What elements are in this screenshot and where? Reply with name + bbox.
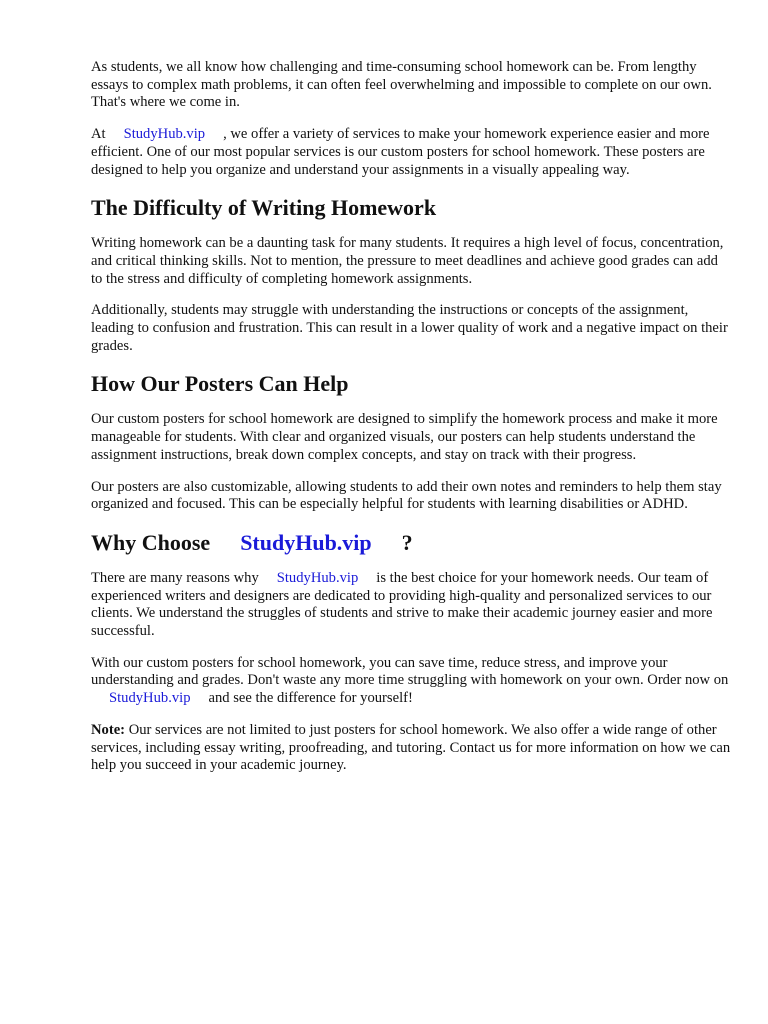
posters-paragraph-2: Our posters are also customizable, allowing students to add their own notes and reminders to help them stay organized and focused. This can be especially helpful for students with learning disabilities or ADHD. — [91, 478, 722, 513]
studyhub-link-intro[interactable]: StudyHub.vip — [123, 126, 206, 143]
studyhub-link-order[interactable]: StudyHub.vip — [109, 690, 191, 707]
why-choose-text: Why Choose — [91, 529, 211, 555]
why-paragraph-2 — [91, 655, 731, 708]
heading-difficulty: The Difficulty of Writing Homework — [91, 195, 437, 221]
note-text: Our services are not limited to just posters for school homework. We also offer a wide range of other services, including essay writing, proofreading, and tutoring. Contact us for more information on how we can help you succeed in your academic journey. — [91, 721, 731, 774]
studyhub-link-reasons[interactable]: StudyHub.vip — [276, 569, 359, 586]
heading-why-choose — [91, 530, 731, 556]
heading-posters-help: How Our Posters Can Help — [91, 371, 349, 397]
difficulty-paragraph-2: Additionally, students may struggle with understanding the instructions or concepts of the assignment, leading to confusion and frustration. This can result in a lower quality of work and a negative impact on their grades. — [91, 302, 728, 354]
why-p1-after: is the best choice for your homework needs. Our team of experienced writers and designers are dedicated to providing high-quality and personalized services to our clients. We understand the struggles of students and strive to make their academic journey easier and more successful. — [91, 569, 713, 640]
why-choose-question: ? — [401, 529, 413, 555]
document-page — [91, 59, 731, 789]
intro-paragraph-1: As students, we all know how challenging and time-consuming school homework can be. From lengthy essays to complex math problems, it can often feel overwhelming and impossible to complete on our own. That's where we come in. — [91, 59, 712, 111]
posters-paragraph-1: Our custom posters for school homework are designed to simplify the homework process and make it more manageable for students. With clear and organized visuals, our posters can help students understand the assignment instructions, break down complex concepts, and stay on track with their progress. — [91, 411, 718, 463]
intro-p2-after: , we offer a variety of services to make your homework experience easier and more efficient. One of our most popular services is our custom posters for school homework. These posters are designed to help you organize and understand your assignments in a visually appealing way. — [91, 126, 710, 178]
why-p2-before: With our custom posters for school homework, you can save time, reduce stress, and improve your understanding and grades. Don't waste any more time struggling with homework on your own. Order now on — [91, 654, 729, 689]
note-label: Note: — [91, 721, 126, 738]
why-p1-before: There are many reasons why — [91, 569, 259, 586]
note-paragraph — [91, 722, 731, 775]
difficulty-paragraph-1: Writing homework can be a daunting task for many students. It requires a high level of focus, concentration, and critical thinking skills. Not to mention, the pressure to meet deadlines and achieve good grades can add to the stress and difficulty of completing homework assignments. — [91, 235, 724, 287]
why-paragraph-1 — [91, 570, 731, 641]
why-p2-after: and see the difference for yourself! — [208, 690, 413, 707]
intro-p2-before: At — [91, 126, 106, 143]
intro-paragraph-2 — [91, 126, 731, 179]
studyhub-link-heading[interactable]: StudyHub.vip — [240, 529, 372, 555]
